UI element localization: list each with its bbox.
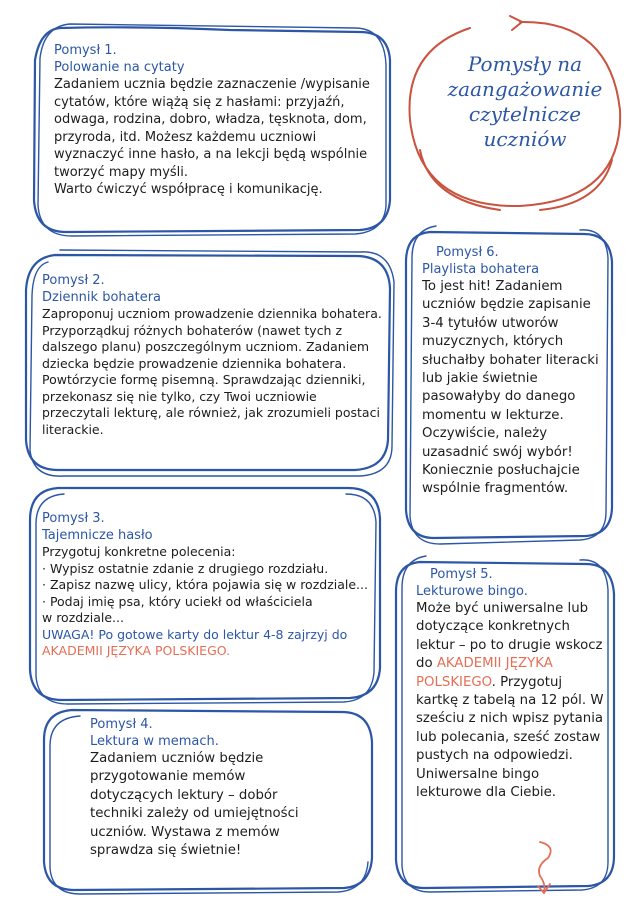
card5-text [416,600,604,802]
card2-title: Dziennik bohatera [42,290,162,305]
card4-title: Lektura w memach. [90,734,219,749]
heading-line-1: Pomysły na [467,52,583,76]
card1-text: Zadaniem ucznia będzie zaznaczenie /wypisanie cytatów, które wiążą się z hasłami: przyjaźń, odwaga, rodzina, dobro, władza, tęsknota, dom, przyroda, itd. Możesz każdemu uczniowi wyznaczyć inne hasło, a na lekcji będą wspólnie tworzyć mapy myśli. [54,77,370,180]
card5-number: Pomysł 5. [430,567,493,582]
page-heading [440,52,610,152]
card3-intro: Przygotuj konkretne polecenia: [42,544,236,559]
idea-card-3 [42,510,374,660]
idea-card-4 [90,716,316,860]
card2-number: Pomysł 2. [42,273,105,288]
heading-line-2: zaangażowanie [447,77,603,101]
card4-text: Zadaniem uczniów będzie przygotowanie memów dotyczących lektury – dobór techniki zależy od umiejętności uczniów. Wystawa z memów sprawdza się świetnie! [90,751,299,859]
card3-item-1: · Wypisz ostatnie zdanie z drugiego rozdziału. [42,560,329,576]
card3-warning-text: UWAGA! Po gotowe karty do lektur 4-8 zajrzyj do [42,626,348,642]
card1-title: Polowanie na cytaty [54,60,185,75]
card3-item-4: w rozdziale... [42,610,124,625]
card3-list [42,561,374,627]
card6-text: To jest hit! Zadaniem uczniów będzie zapisanie 3-4 tytułów utworów muzycznych, których słuchałby bohater literacki lub jakie świetnie pasowałyby do danego momentu w lekturze. Oczywiście, należy uzasadnić swój wybór! Koniecznie posłuchajcie wspólnie fragmentów. [422,279,599,497]
card5-academy-link[interactable]: AKADEMII JĘZYKA POLSKIEGO [416,656,553,690]
card6-title: Playlista bohatera [422,262,540,277]
card3-warning [42,627,374,660]
card1-number: Pomysł 1. [54,43,117,58]
card3-number: Pomysł 3. [42,511,105,526]
card5-text-part2: . Przygotuj kartkę z tabelą na 12 pól. W sześciu z nich wpisz pytania lub polecania, sześć zostaw pustych na odpowiedzi. Uniwersalne bingo lekturowe dla Ciebie. [416,674,604,801]
card1-text2: Warto ćwiczyć współpracę i komunikację. [54,182,323,197]
heading-line-3: czytelnicze [468,102,582,126]
idea-card-1 [54,42,382,199]
idea-card-6 [422,244,604,499]
idea-card-5 [416,566,604,802]
squiggle-arrow-icon [538,842,551,893]
card3-item-2: · Zapisz nazwę ulicy, która pojawia się w rozdziale... [42,577,368,592]
card5-text-part1: Może być uniwersalne lub dotyczące konkretnych lektur – po to drugie wskocz do [416,601,603,672]
card4-number: Pomysł 4. [90,717,153,732]
card6-number: Pomysł 6. [436,245,499,260]
card2-text: Zaproponuj uczniom prowadzenie dziennika bohatera. Przyporządkuj różnych bohaterów (nawet tych z dalszego planu) poszczególnym uczniom. Zadaniem dziecka będzie prowadzenie dziennika bohatera. Powtórzycie formę pisemną. Sprawdzając dzienniki, przekonasz się nie tylko, czy Twoi uczniowie przeczytali lekturę, ale również, jak zrozumieli postaci literackie. [42,306,382,437]
card3-item-3: · Podaj imię psa, który uciekł od właściciela [42,593,313,609]
card3-title: Tajemnicze hasło [42,528,153,543]
card3-academy-link[interactable]: AKADEMII JĘZYKA POLSKIEGO. [42,643,231,658]
heading-line-4: uczniów [483,127,567,151]
card5-title: Lekturowe bingo. [416,584,528,599]
idea-card-2 [42,272,382,438]
